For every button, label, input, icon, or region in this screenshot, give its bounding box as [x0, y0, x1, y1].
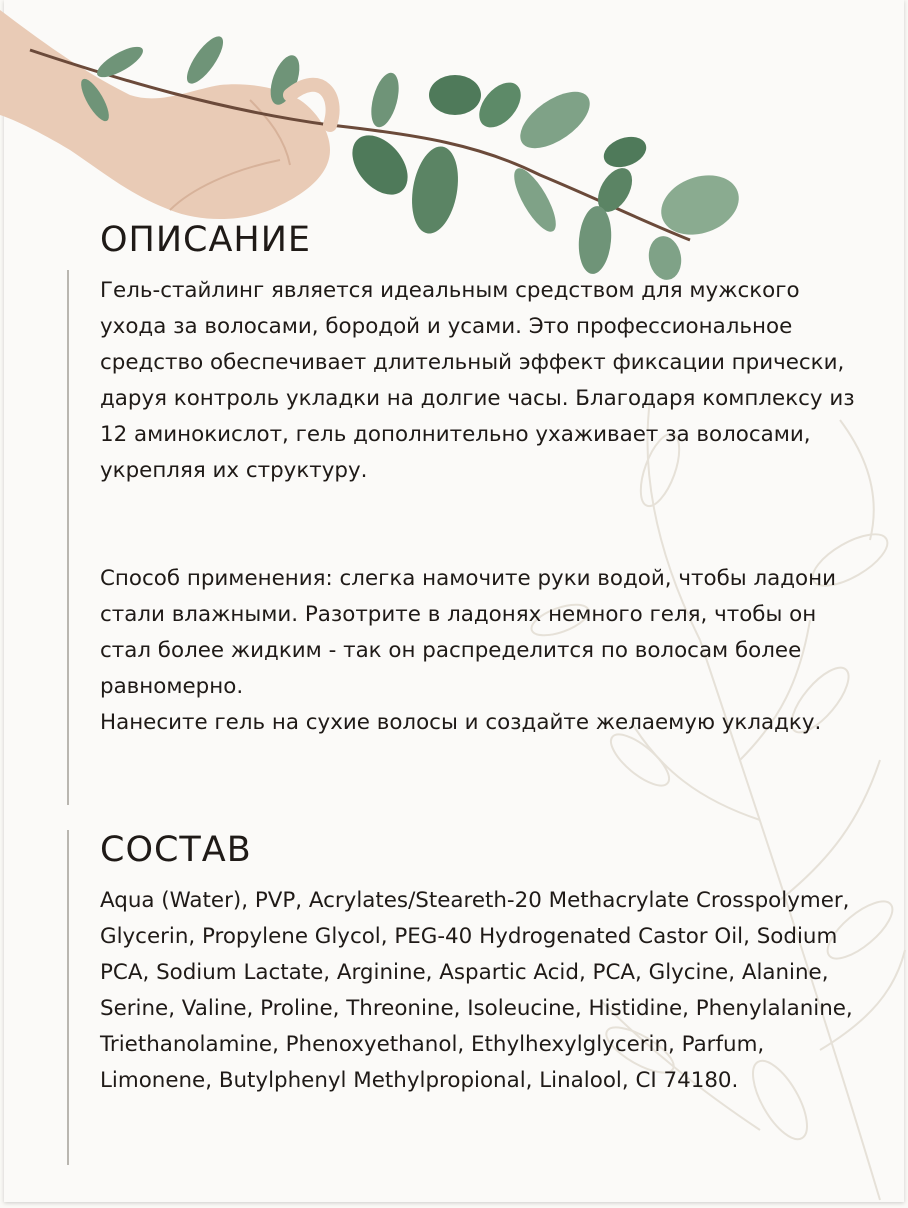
composition-ingredients: Aqua (Water), PVP, Acrylates/Steareth-20 Methacrylate Crosspolymer, Glycerin, Propylene Glycol, PEG-40 Hydrogenated Castor Oil, Sodium PCA, Sodium Lactate, Arginine, Aspartic Acid, PCA, Glycine, Alanine, Serine, Valine, Proline, Threonine, Isoleucine, Histidine, Phenylalanine, Triethanolamine, Phenoxyethanol, Ethylhexylglycerin, Parfum, Limonene, Butylphenyl Methylpropional, Linalool, CI 74180.	[100, 888, 853, 1093]
description-accent-line	[67, 270, 69, 805]
hand-shape	[0, 10, 330, 219]
composition-heading: СОСТАВ	[100, 830, 252, 870]
composition-accent-line	[67, 830, 69, 1165]
description-paragraph: Гель-стайлинг является идеальным средством для мужского ухода за волосами, бородой и усами. Это профессиональное средство обеспечивает длительный эффект фиксации прически, даруя контроль укладки на долгие часы. Благодаря комплексу из 12 аминокислот, гель дополнительно ухаживает за волосами, укрепляя их структуру.	[100, 278, 855, 483]
description-heading: ОПИСАНИЕ	[100, 220, 312, 260]
usage-paragraph-continued: Нанесите гель на сухие волосы и создайте желаемую укладку.	[100, 710, 822, 735]
usage-paragraph: Способ применения: слегка намочите руки водой, чтобы ладони стали влажными. Разотрите в ладонях немного геля, чтобы он стал более жидким - так он распределится по волосам более равномерно.	[100, 566, 836, 699]
